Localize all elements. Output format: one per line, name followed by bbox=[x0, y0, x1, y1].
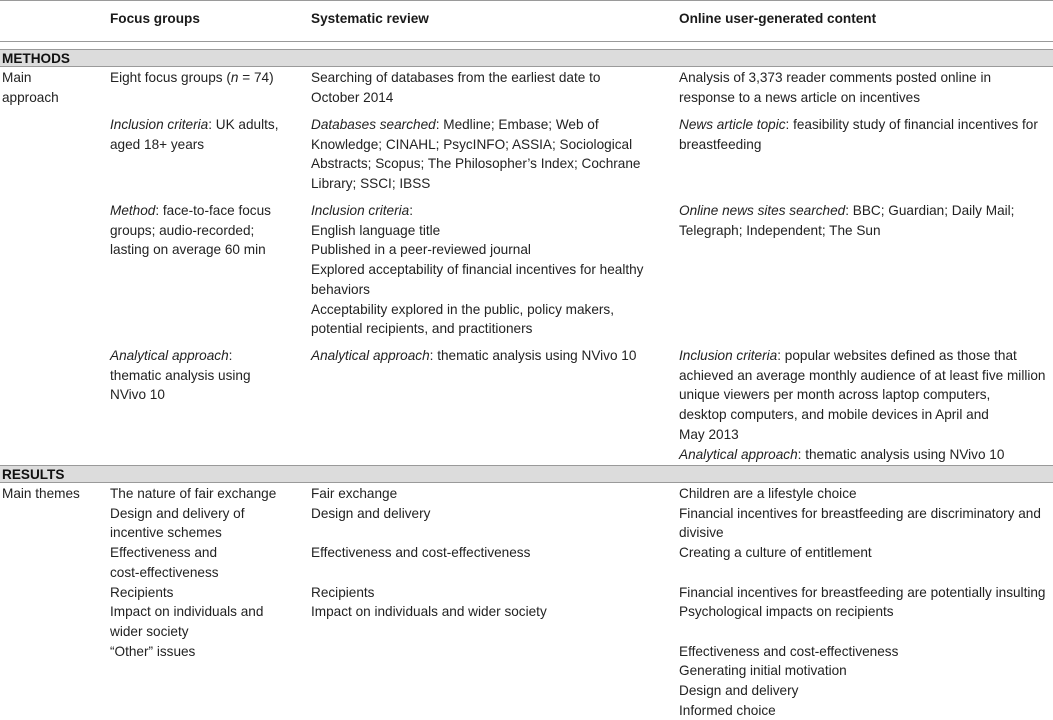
list-item: Creating a culture of entitlement bbox=[679, 545, 872, 561]
fg-analytical-approach: Analytical approach: thematic analysis using NVivo 10 bbox=[110, 348, 251, 403]
list-item bbox=[679, 563, 1053, 583]
list-item: Effectiveness and cost-effectiveness bbox=[679, 643, 899, 659]
list-item: Psychological impacts on recipients bbox=[679, 604, 894, 620]
results-row-label: Main themes bbox=[2, 486, 80, 501]
ugc-main-approach: Analysis of 3,373 reader comments posted online in response to a news article on incentives bbox=[679, 70, 992, 105]
sr-analytical-approach: Analytical approach: thematic analysis using NVivo 10 bbox=[311, 348, 637, 363]
sr-main-approach: Searching of databases from the earliest date to October 2014 bbox=[311, 70, 601, 105]
list-item: Impact on individuals and wider society bbox=[311, 604, 547, 620]
top-rule bbox=[0, 0, 1053, 1]
list-item bbox=[311, 563, 666, 583]
header-online-ugc: Online user-generated content bbox=[679, 11, 877, 26]
list-item: Informed choice bbox=[679, 702, 776, 718]
list-item bbox=[679, 622, 1053, 642]
ugc-inclusion-criteria: Inclusion criteria: popular websites defined as those that achieved an average monthly audience of at least five million unique viewers per month across laptop computers, desktop computers, and mobile devices in April and May 2013 Analytical approach: thematic analysis using NVivo 10 bbox=[679, 348, 1046, 462]
list-item: Recipients bbox=[110, 584, 174, 600]
list-item: Impact on individuals and bbox=[110, 604, 264, 620]
methods-section-band bbox=[0, 50, 1053, 66]
ugc-news-sites-searched: Online news sites searched: BBC; Guardian; Daily Mail; Telegraph; Independent; The Sun bbox=[679, 203, 1015, 238]
sr-themes-list bbox=[311, 484, 666, 622]
list-item: divisive bbox=[679, 525, 724, 541]
results-section-band bbox=[0, 466, 1053, 482]
ugc-news-article-topic: News article topic: feasibility study of financial incentives for breastfeeding bbox=[679, 117, 1038, 152]
row-label-line: Main bbox=[2, 70, 32, 85]
list-item: Recipients bbox=[311, 584, 375, 600]
list-item: incentive schemes bbox=[110, 525, 222, 541]
list-item: wider society bbox=[110, 623, 189, 639]
list-item: Fair exchange bbox=[311, 486, 398, 501]
list-item: “Other” issues bbox=[110, 643, 196, 659]
list-item: The nature of fair exchange bbox=[110, 486, 277, 501]
list-item: Financial incentives for breastfeeding are potentially insulting bbox=[679, 584, 1046, 600]
methods-section-label: METHODS bbox=[2, 51, 70, 66]
list-item: Generating initial motivation bbox=[679, 663, 847, 679]
fg-method: Method: face-to-face focus groups; audio-recorded; lasting on average 60 min bbox=[110, 203, 271, 258]
list-item: Design and delivery of bbox=[110, 505, 245, 521]
methods-bottom-rule bbox=[0, 66, 1053, 67]
list-item: cost-effectiveness bbox=[110, 564, 219, 580]
list-item: Financial incentives for breastfeeding are discriminatory and bbox=[679, 505, 1041, 521]
list-item: Effectiveness and bbox=[110, 545, 218, 561]
row-label-line: approach bbox=[2, 89, 59, 105]
header-systematic-review: Systematic review bbox=[311, 11, 429, 26]
header-focus-groups: Focus groups bbox=[110, 11, 200, 26]
list-item bbox=[311, 523, 666, 543]
header-rule bbox=[0, 41, 1053, 42]
sr-inclusion-criteria: Inclusion criteria: English language title Published in a peer-reviewed journal Explored acceptability of financial incentives for healthy behaviors Acceptability explored in the public, policy makers, potential recipients, and practitioners bbox=[311, 203, 644, 337]
fg-main-approach: Eight focus groups (n = 74) bbox=[110, 70, 274, 85]
methods-row-label bbox=[2, 68, 102, 107]
list-item: Design and delivery bbox=[311, 505, 431, 521]
fg-inclusion-criteria: Inclusion criteria: UK adults, aged 18+ years bbox=[110, 117, 279, 152]
list-item: Design and delivery bbox=[679, 683, 799, 699]
list-item: Children are a lifestyle choice bbox=[679, 486, 857, 501]
sr-databases-searched: Databases searched: Medline; Embase; Web of Knowledge; CINAHL; PsycINFO; ASSIA; Sociological Abstracts; Scopus; The Philosopher’s Index; Cochrane Library; SSCI; IBSS bbox=[311, 117, 641, 192]
list-item: Effectiveness and cost-effectiveness bbox=[311, 545, 531, 561]
results-bottom-rule bbox=[0, 482, 1053, 483]
results-section-label: RESULTS bbox=[2, 467, 65, 482]
fg-themes-list bbox=[110, 484, 298, 661]
ugc-themes-list bbox=[679, 484, 1053, 720]
